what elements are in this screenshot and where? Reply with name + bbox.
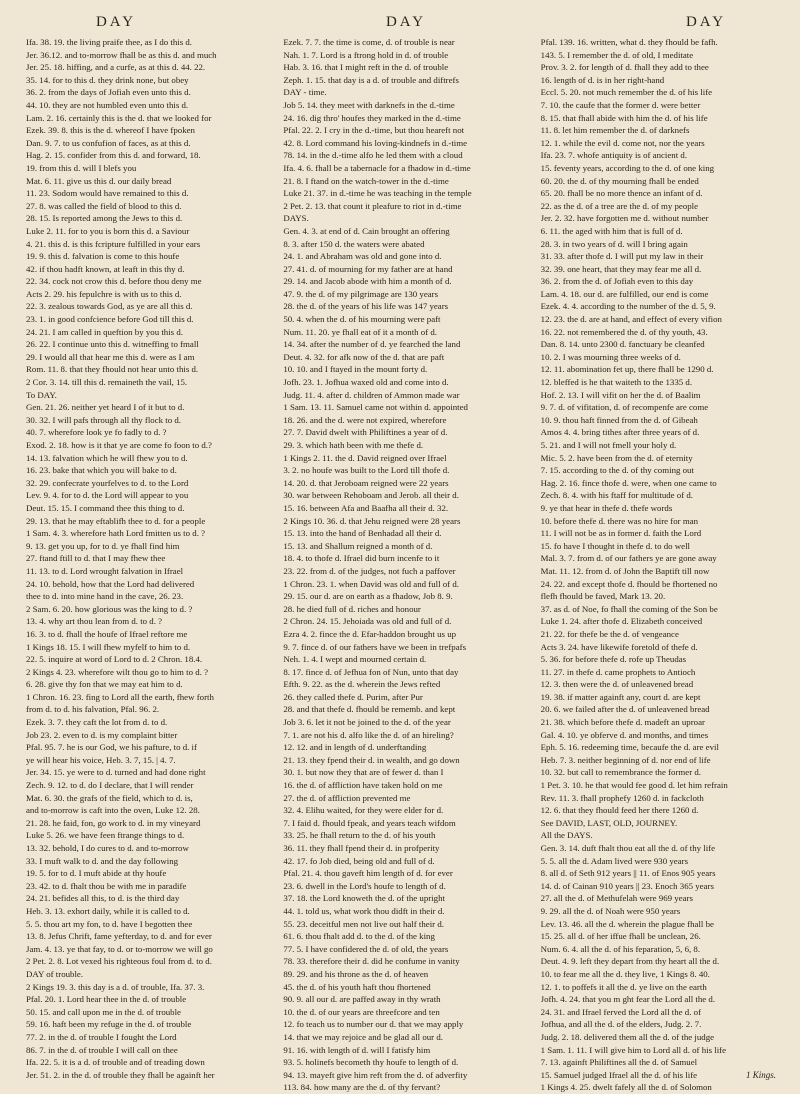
entry-line: 36. 2. from the days of Jofiah even unto this d.: [26, 87, 191, 98]
entry-line: Lev. 9. 4. for to d. the Lord will appear to you: [26, 490, 189, 501]
entry-line: 31. 33. after thofe d. I will put my law in their: [540, 251, 704, 262]
running-head-left: DAY: [95, 14, 137, 30]
entry-line: 15. 13. and Shallum reigned a month of d.: [283, 540, 433, 551]
entry-line: 28. 15. Is reported among the Jews to this d.: [26, 213, 183, 224]
entry-line: DAY of trouble.: [26, 968, 84, 979]
entry-line: 12. 1. while the evil d. come not, nor the years: [540, 137, 705, 148]
entry-line: 1 Sam. 13. 11. Samuel came not within d. appointed: [283, 402, 468, 413]
entry-line: 93. 5. holinefs becometh thy houfe to length of d.: [283, 1057, 459, 1068]
entry-line: Lam. 4. 18. our d. are fulfilled, our end is come: [540, 288, 709, 299]
entry-line: 2 Kings 4. 23. wherefore wilt thou go to him to d. ?: [26, 666, 209, 677]
entry-line: Amos 4. 4. bring tithes after three years of d.: [540, 427, 700, 438]
entry-line: flefh fhould be faved, Mark 13. 20.: [540, 591, 666, 602]
entry-line: 12. fo teach us to number our d. that we may apply: [283, 1019, 464, 1030]
entry-line: 18. 26. and the d. were not expired, wherefore: [283, 414, 447, 425]
entry-line: 9. 13. get you up, for to d. ye fhall find him: [26, 540, 180, 551]
entry-line: 5. 5. all the d. Adam lived were 930 years: [540, 855, 689, 866]
entry-line: Gal. 4. 10. ye obferve d. and months, and times: [540, 729, 709, 740]
entry-line: 22. 5. inquire at word of Lord to d. 2 Chron. 18.4.: [26, 654, 203, 665]
entry-line: Heb. 7. 3. neither beginning of d. nor end of life: [540, 754, 711, 765]
entry-line: 55. 23. deceitful men not live out half their d.: [283, 918, 444, 929]
entry-line: 24. 10. behold, how that the Lord had delivered: [26, 578, 195, 589]
entry-line: 15. 25. all d. of her iffue fhall be unclean, 26.: [540, 931, 701, 942]
entry-line: 77. 2. in the d. of trouble I fought the Lord: [26, 1031, 177, 1042]
entry-line: Hag. 2. 15. confider from this d. and forward, 18.: [26, 150, 201, 161]
entry-line: Zeph. 1. 15. that day is a d. of trouble and diftrefs: [283, 74, 459, 85]
entry-line: 27. 41. d. of mourning for my father are at hand: [283, 263, 453, 274]
entry-line: 35. 14. for to this d. they drink none, but obey: [26, 74, 189, 85]
entry-line: Ifa. 23. 7. whofe antiquity is of ancient d.: [540, 150, 688, 161]
entry-line: 33. 25. he fhall return to the d. of his youth: [283, 830, 436, 841]
entry-line: 1 Kings 2. 11. the d. David reigned over Ifrael: [283, 452, 447, 463]
entry-line: 21. 13. they fpend their d. in wealth, and go down: [283, 754, 460, 765]
entry-line: Eph. 5. 16. redeeming time, becaufe the d. are evil: [540, 742, 719, 753]
entry-line: Zech. 8. 4. with his ftaff for multitude of d.: [540, 490, 694, 501]
entry-line: Ezek. 7. 7. the time is come, d. of trouble is near: [283, 37, 455, 47]
entry-line: 14. 34. after the number of d. ye fearched the land: [283, 339, 461, 350]
entry-line: 11. 8. let him remember the d. of darknefs: [540, 125, 690, 136]
entry-line: 16. the d. of affliction have taken hold on me: [283, 780, 443, 791]
entry-line: 60. 20. the d. of thy mourning fhall be ended: [540, 175, 699, 186]
entry-line: Pfal. 20. 1. Lord hear thee in the d. of trouble: [26, 994, 187, 1005]
entry-line: 42. 17. fo Job died, being old and full of d.: [283, 855, 435, 866]
entry-line: 10. before thefe d. there was no hire for man: [540, 515, 699, 526]
entry-line: Jam. 4. 13. ye that fay, to d. or to-morrow we will go: [26, 943, 213, 954]
entry-line: 8. all d. of Seth 912 years || 11. of Enos 905 years: [540, 868, 716, 879]
entry-line: Jer. 2. 32. have forgotten me d. without number: [540, 213, 709, 224]
entry-line: 28. and that thefe d. fhould be rememb. and kept: [283, 704, 456, 715]
entry-line: 23. 6. dwell in the Lord's houfe to length of d.: [283, 880, 446, 891]
entry-line: Luke 1. 24. after thofe d. Elizabeth conceived: [540, 616, 703, 627]
entry-line: 27. all the d. of Methufelah were 969 years: [540, 893, 693, 904]
entry-line: 16. 22. not remembered the d. of thy youth, 43.: [540, 326, 708, 337]
entry-line: Rev. 11. 3. fhall prophefy 1260 d. in fackcloth: [540, 792, 704, 803]
entry-line: 7. 15. according to the d. of thy coming out: [540, 465, 694, 476]
entry-line: Hab. 3. 16. that I might reft in the d. of trouble: [283, 62, 449, 73]
entry-line: 19. 38. if matter againft any, court d. are kept: [540, 691, 701, 702]
entry-line: 42. if thou hadft known, at leaft in this thy d.: [26, 263, 185, 274]
entry-line: 45. the d. of his youth haft thou fhortened: [283, 981, 431, 992]
entry-line: 23. 42. to d. fhalt thou be with me in paradife: [26, 880, 187, 891]
entry-line: 27. ftand ftill to d. that I may fhew thee: [26, 553, 166, 564]
entry-line: Gen. 21. 26. neither yet heard I of it but to d.: [26, 402, 185, 413]
entry-line: 27. 8. was called the field of blood to this d.: [26, 200, 182, 211]
entry-line: 24. 16. dig thro' houfes they marked in the d.-time: [283, 112, 461, 123]
column-middle: [283, 36, 526, 1094]
entry-line: 37. 18. the Lord knoweth the d. of the upright: [283, 893, 445, 904]
entry-line: Pfal. 22. 2. I cry in the d.-time, but thou heareft not: [283, 125, 465, 136]
entry-line: 10. 10. and I ftayed in the mount forty d.: [283, 364, 428, 375]
entry-line: 14. 20. d. that Jeroboam reigned were 22 years: [283, 477, 449, 488]
entry-line: 78. 14. in the d.-time alfo he led them with a cloud: [283, 150, 463, 161]
entry-line: 50. 15. and call upon me in the d. of trouble: [26, 1006, 181, 1017]
entry-line: 20. 6. we failed after the d. of unleavened bread: [540, 704, 710, 715]
entry-line: 6. 28. give thy fon that we may eat him to d.: [26, 679, 183, 690]
entry-line: 40. 7. wherefore look ye fo fadly to d. ?: [26, 427, 167, 438]
entry-line: 90. 9. all our d. are paffed away in thy wrath: [283, 994, 441, 1005]
entry-line: 15. fo have I thought in thefe d. to do well: [540, 540, 690, 551]
entry-line: Lev. 13. 46. all the d. wherein the plague fhall be: [540, 918, 714, 929]
entry-line: 11. 23. Sodom would have remained to this d.: [26, 188, 189, 199]
entry-line: 42. 8. Lord command his loving-kindnefs in d.-time: [283, 137, 468, 148]
entry-line: 5. 36. for before thefe d. rofe up Theudas: [540, 654, 687, 665]
entry-line: 65. 20. fhall be no more thence an infant of d.: [540, 188, 703, 199]
entry-line: Jer. 25. 18. hiffing, and a curfe, as at this d. 44. 22.: [26, 62, 206, 73]
entry-line: 29. I would all that hear me this d. were as I am: [26, 351, 195, 362]
entry-line: 61. 6. thou fhalt add d. to the d. of the king: [283, 931, 435, 942]
entry-line: 15. feventy years, according to the d. of one king: [540, 162, 715, 173]
entry-line: Heb. 3. 13. exhort daily, while it is called to d.: [26, 905, 190, 916]
entry-line: 15. Samuel judged Ifrael all the d. of his life: [540, 1069, 698, 1080]
entry-line: 21. 28. he faid, fon, go work to d. in my vineyard: [26, 817, 201, 828]
entry-line: 10. 9. thou haft finned from the d. of Gibeah: [540, 414, 698, 425]
entry-line: 11. I will not be as in former d. faith the Lord: [540, 528, 702, 539]
entry-line: 15. 16. between Afa and Baafha all their d. 32.: [283, 502, 449, 513]
entry-line: 12. 1. to poffefs it all the d. ye live on the earth: [540, 981, 707, 992]
entry-line: Ifa. 38. 19. the living praife thee, as I do this d.: [26, 37, 193, 47]
entry-line: 24. 21. I am called in queftion by you this d.: [26, 326, 183, 337]
entry-line: thee to d. into mine hand in the cave, 26. 23.: [26, 591, 184, 602]
entry-line: Ezek. 4. 4. according to the number of the d. 5, 9.: [540, 301, 716, 312]
entry-line: 24. 22. and except thofe d. fhould be fhortened no: [540, 578, 718, 589]
entry-line: 36. 11. they fhall fpend their d. in profperity: [283, 843, 440, 853]
entry-line: 6. 11. the aged with him that is full of d.: [540, 225, 683, 236]
entry-line: Mat. 11. 12. from d. of John the Baptift till now: [540, 565, 710, 576]
entry-line: Prov. 3. 2. for length of d. fhall they add to thee: [540, 62, 709, 73]
entry-line: Ifa. 22. 5. it is a d. of trouble and of treading down: [26, 1057, 205, 1068]
entry-line: Gen. 4. 3. at end of d. Cain brought an offering: [283, 225, 450, 236]
entry-line: 21. 8. I ftand on the watch-tower in the d.-time: [283, 175, 449, 186]
entry-line: Luke 2. 11. for to you is born this d. a Saviour: [26, 225, 190, 236]
entry-line: 30. 32. I will pafs through all thy flock to d.: [26, 414, 181, 425]
entry-line: 7. 13. againft Philiftines all the d. of Samuel: [540, 1057, 698, 1068]
entry-line: Mal. 3. 7. from d. of our fathers ye are gone away: [540, 553, 717, 564]
entry-line: 21. 22. for thefe be the d. of vengeance: [540, 628, 679, 639]
entry-line: Ezek. 3. 7. they caft the lot from d. to d.: [26, 717, 168, 728]
entry-line: 9. ye that hear in thefe d. thefe words: [540, 502, 673, 513]
entry-line: Lam. 2. 16. certainly this is the d. that we looked for: [26, 112, 212, 123]
entry-line: Pfal. 139. 16. written, what d. they fhould be fafh.: [540, 37, 718, 47]
entry-line: 2 Sam. 6. 20. how glorious was the king to d. ?: [26, 603, 193, 614]
entry-line: from d. to d. his falvation, Pfal. 96. 2.: [26, 704, 160, 715]
entry-line: 8. 15. that fhall abide with him the d. of his life: [540, 112, 708, 123]
entry-line: 24. 1. and Abraham was old and gone into d.: [283, 251, 442, 262]
entry-line: 9. 7. fince d. of our fathers have we been in trefpafs: [283, 641, 467, 652]
entry-line: Zech. 9. 12. to d. do I declare, that I will render: [26, 780, 194, 791]
entry-line: 1 Chron. 23. 1. when David was old and full of d.: [283, 578, 459, 589]
entry-line: 11. 13. to d. Lord wrought falvation in Ifrael: [26, 565, 184, 576]
entry-line: Gen. 3. 14. duft fhalt thou eat all the d. of thy life: [540, 843, 716, 853]
entry-line: 36. 2. from the d. of Jofiah even to this day: [540, 276, 694, 287]
concordance-columns: [26, 36, 784, 1094]
entry-line: 47. 9. the d. of my pilgrimage are 130 years: [283, 288, 439, 299]
entry-line: 2 Kings 10. 36. d. that Jehu reigned were 28 years: [283, 515, 461, 526]
entry-line: Jofh. 23. 1. Jofhua waxed old and come into d.: [283, 377, 449, 388]
entry-line: 10. to fear me all the d. they live, 1 Kings 8. 40.: [540, 968, 710, 979]
entry-line: 13. 32. behold, I do cures to d. and to-morrow: [26, 843, 189, 853]
entry-line: Acts 3. 24. have likewife foretold of thefe d.: [540, 641, 698, 652]
entry-line: 12. 11. abomination fet up, there fhall be 1290 d.: [540, 364, 714, 375]
entry-line: 44. 10. they are not humbled even unto this d.: [26, 99, 189, 110]
entry-line: 26. 22. I continue unto this d. witneffing to fmall: [26, 339, 199, 350]
entry-line: Deut. 4. 9. left they depart from thy heart all the d.: [540, 956, 720, 967]
entry-line: 13. 8. Jefus Chrift, fame yefterday, to d. and for ever: [26, 931, 212, 942]
entry-line: 22. 3. zealous towards God, as ye are all this d.: [26, 301, 193, 312]
entry-line: Luke 5. 26. we have feen ftrange things to d.: [26, 830, 185, 841]
entry-line: 86. 7. in the d. of trouble I will call on thee: [26, 1044, 178, 1055]
entry-line: Pfal. 95. 7. he is our God, we his pafture, to d. if: [26, 742, 197, 753]
entry-line: 7. I faid d. fhould fpeak, and years teach wifdom: [283, 817, 456, 828]
entry-line: 33. I muft walk to d. and the day following: [26, 855, 179, 866]
entry-line: 94. 13. mayeft give him reft from the d. of adverfity: [283, 1069, 468, 1080]
entry-line: 26. they called thefe d. Purim, after Pur: [283, 691, 423, 702]
entry-line: Ezek. 39. 8. this is the d. whereof I have fpoken: [26, 125, 195, 136]
entry-line: 143. 5. I remember the d. of old, I meditate: [540, 49, 694, 60]
entry-line: 29. 13. that he may eftablifh thee to d. for a people: [26, 515, 206, 526]
entry-line: Mic. 5. 2. have been from the d. of eternity: [540, 452, 693, 463]
entry-line: 44. 1. told us, what work thou didft in their d.: [283, 905, 445, 916]
entry-line: 1 Sam. 1. 11. I will give him to Lord all d. of his life: [540, 1044, 727, 1055]
entry-line: 7. 10. the caufe that the former d. were better: [540, 99, 701, 110]
entry-line: Efth. 9. 22. as the d. wherein the Jews refted: [283, 679, 441, 690]
entry-line: 4. 21. this d. is this fcripture fulfilled in your ears: [26, 238, 201, 249]
entry-line: Deut. 15. 15. I command thee this thing to d.: [26, 502, 185, 513]
entry-line: 1 Pet. 3. 10. he that would fee good d. let him refrain: [540, 780, 728, 791]
entry-line: 30. war between Rehoboam and Jerob. all their d.: [283, 490, 459, 501]
column-right: [541, 36, 784, 1094]
entry-line: 23. 22. from d. of the judges, not fuch a paffover: [283, 565, 456, 576]
entry-line: 9. 29. all the d. of Noah were 950 years: [540, 905, 681, 916]
entry-line: 16. length of d. is in her right-hand: [540, 74, 665, 85]
entry-line: Dan. 8. 14. unto 2300 d. fanctuary be cleanfed: [540, 339, 705, 350]
entry-line: Hag. 2. 16. fince thofe d. were, when one came to: [540, 477, 717, 488]
entry-line: 5. 5. thou art my fon, to d. have I begotten thee: [26, 918, 193, 929]
entry-line: 24. 31. and Ifrael ferved the Lord all the d. of: [540, 1006, 702, 1017]
entry-line: 8. 17. fince d. of Jefhua fon of Nun, unto that day: [283, 666, 459, 677]
entry-line: 12. 23. the d. are at hand, and effect of every vifion: [540, 314, 722, 325]
entry-line: 1 Kings 18. 15. I will fhew myfelf to him to d.: [26, 641, 191, 652]
entry-line: DAYS.: [283, 213, 309, 224]
entry-line: 10. 32. but call to remembrance the former d.: [540, 767, 702, 778]
entry-line: 91. 16. with length of d. will I fatisfy him: [283, 1044, 431, 1055]
entry-line: 18. 4. to thofe d. Ifrael did burn incenfe to it: [283, 553, 440, 564]
entry-line: 29. 3. which hath been with me thefe d.: [283, 440, 424, 450]
entry-line: 9. 7. d. of vifitation, d. of recompenfe are come: [540, 402, 709, 413]
running-heads: [26, 10, 784, 36]
entry-line: 7. 1. are not his d. alfo like the d. of an hireling?: [283, 729, 454, 740]
entry-line: Rom. 11. 8. that they fhould not hear unto this d.: [26, 364, 199, 375]
entry-line: 27. 7. David dwelt with Philiftines a year of d.: [283, 427, 448, 438]
entry-line: 2 Cor. 3. 14. till this d. remaineth the vail, 15.: [26, 377, 188, 388]
entry-line: 13. 4. why art thou lean from d. to d. ?: [26, 616, 163, 627]
entry-line: 2 Pet. 2. 13. that count it pleafure to riot in d.-time: [283, 200, 462, 211]
entry-line: Nah. 1. 7. Lord is a ftrong hold in d. of trouble: [283, 49, 449, 60]
entry-line: 5. 21. and I will not fmell your holy d.: [540, 440, 677, 450]
entry-line: 32. 4. Elihu waited, for they were elder for d.: [283, 805, 444, 816]
entry-line: 28. 3. in two years of d. will I bring again: [540, 238, 688, 249]
entry-line: DAY - time.: [283, 87, 327, 98]
entry-line: Num. 11. 20. ye fhall eat of it a month of d.: [283, 326, 437, 337]
entry-line: Judg. 2. 18. delivered them all the d. of the judge: [540, 1031, 715, 1042]
entry-line: 16. 3. to d. fhall the houfe of Ifrael reftore me: [26, 628, 188, 639]
entry-line: 30. 1. but now they that are of fewer d. than I: [283, 767, 444, 778]
entry-line: 19. 5. for to d. I muft abide at thy houfe: [26, 868, 167, 879]
entry-line: 12. 12. and in length of d. underftanding: [283, 742, 427, 753]
entry-line: 19. from this d. will I blefs you: [26, 162, 137, 173]
entry-line: 14. that we may rejoice and be glad all our d.: [283, 1031, 443, 1042]
entry-line: Luke 21. 37. in d.-time he was teaching in the temple: [283, 188, 472, 199]
entry-line: 3. 2. no houfe was built to the Lord till thofe d.: [283, 465, 450, 476]
entry-line: 24. 21. befides all this, to d. is the third day: [26, 893, 180, 904]
entry-line: Jer. 36.12. and to-morrow fhall be as this d. and much: [26, 49, 217, 60]
entry-line: Neh. 1. 4. I wept and mourned certain d.: [283, 654, 427, 665]
entry-line: 37. as d. of Noe, fo fhall the coming of the Son be: [540, 603, 718, 614]
entry-line: Judg. 11. 4. after d. children of Ammon made war: [283, 389, 460, 400]
entry-line: Num. 6. 4. all the d. of his feparation, 5, 6, 8.: [540, 943, 701, 954]
entry-line: Job 3. 6. let it not be joined to the d. of the year: [283, 717, 451, 728]
entry-line: Pfal. 21. 4. thou gaveft him length of d. for ever: [283, 868, 453, 879]
entry-line: 12. bleffed is he that waiteth to the 1335 d.: [540, 377, 693, 388]
entry-line: To DAY.: [26, 389, 57, 400]
entry-line: 2 Pet. 2. 8. Lot vexed his righteous foul from d. to d.: [26, 956, 212, 967]
entry-line: Jofhua, and all the d. of the elders, Judg. 2. 7.: [540, 1019, 702, 1030]
entry-line: Mat. 6. 30. the grafs of the field, which to d. is,: [26, 792, 193, 803]
entry-line: 27. the d. of affliction prevented me: [283, 792, 411, 803]
entry-line: 1 Sam. 4. 3. wherefore hath Lord fmitten us to d. ?: [26, 528, 206, 539]
entry-line: 89. 29. and his throne as the d. of heaven: [283, 968, 429, 979]
entry-line: 12. 3. then were the d. of unleavened bread: [540, 679, 694, 690]
entry-line: 29. 15. our d. are on earth as a fhadow, Job 8. 9.: [283, 591, 453, 602]
running-head-center: DAY: [385, 14, 427, 30]
entry-line: 11. 27. in thefe d. came prophets to Antioch: [540, 666, 696, 677]
running-head-right: DAY: [685, 14, 727, 30]
entry-line: 14. 13. falvation which he will fhew you to d.: [26, 452, 188, 463]
entry-line: 22. 34. cock not crow this d. before thou deny me: [26, 276, 202, 287]
entry-line: All the DAYS.: [540, 830, 593, 841]
entry-line: Jer. 51. 2. in the d. of trouble they fhall be againft her: [26, 1069, 215, 1080]
entry-line: 14. d. of Cainan 910 years || 23. Enoch 365 years: [540, 880, 714, 891]
entry-line: 10. 2. I was mourning three weeks of d.: [540, 351, 681, 362]
entry-line: and to-morrow is caft into the oven, Luke 12. 28.: [26, 805, 200, 816]
entry-line: Jer. 34. 15. ye were to d. turned and had done right: [26, 767, 206, 778]
entry-line: 16. 23. bake that which you will bake to d.: [26, 465, 177, 476]
entry-line: Job 5. 14. they meet with darknefs in the d.-time: [283, 99, 455, 110]
entry-line: 28. he died full of d. riches and honour: [283, 603, 421, 614]
entry-line: Acts 2. 29. his fepulchre is with us to this d.: [26, 288, 182, 299]
entry-line: Deut. 4. 32. for afk now of the d. that are paft: [283, 351, 445, 362]
entry-line: 22. as the d. of a tree are the d. of my people: [540, 200, 699, 211]
entry-line: 113. 84. how many are the d. of thy fervant?: [283, 1082, 441, 1093]
entry-line: Hof. 2. 13. I will vifit on her the d. of Baalim: [540, 389, 701, 400]
entry-line: 1 Kings 4. 25. dwelt fafely all the d. of Solomon: [540, 1082, 712, 1093]
entry-line: 21. 38. which before thefe d. madeft an uproar: [540, 717, 705, 728]
entry-line: Exod. 2. 18. how is it that ye are come fo foon to d.?: [26, 440, 212, 450]
entry-line: Ifa. 4. 6. fhall be a tabernacle for a fhadow in d.-time: [283, 162, 471, 173]
column-left: [26, 36, 269, 1094]
entry-line: 77. 5. I have confidered the d. of old, the years: [283, 943, 449, 954]
entry-line: 59. 16. haft been my refuge in the d. of trouble: [26, 1019, 192, 1030]
entry-line: 19. 9. this d. falvation is come to this houfe: [26, 251, 180, 262]
entry-line: 2 Chron. 24. 15. Jehoiada was old and full of d.: [283, 616, 452, 627]
entry-line: Eccl. 5. 20. not much remember the d. of his life: [540, 87, 713, 98]
entry-line: 2 Kings 19. 3. this day is a d. of trouble, Ifa. 37. 3.: [26, 981, 205, 992]
entry-line: 12. 6. that they fhould feed her there 1260 d.: [540, 805, 699, 816]
entry-line: 1 Chron. 16. 23. fing to Lord all the earth, fhew forth: [26, 691, 214, 702]
entry-line: ye will hear his voice, Heb. 3. 7, 15. | 4. 7.: [26, 754, 176, 765]
entry-line: 23. 1. in good confcience before God till this d.: [26, 314, 194, 325]
entry-line: 15. 13. into the hand of Benhadad all their d.: [283, 528, 442, 539]
entry-line: Mat. 6. 11. give us this d. our daily bread: [26, 175, 172, 186]
entry-line: 10. the d. of our years are threefcore and ten: [283, 1006, 440, 1017]
entry-line: Job 23. 2. even to d. is my complaint bitter: [26, 729, 178, 740]
entry-line: 78. 33. therefore their d. did he confume in vanity: [283, 956, 460, 967]
entry-line: Jofh. 4. 24. that you m ght fear the Lord all the d.: [540, 994, 716, 1005]
entry-line: Dan. 9. 7. to us confufion of faces, as at this d.: [26, 137, 191, 148]
entry-line: 32. 39. one heart, that they may fear me all d.: [540, 263, 702, 274]
entry-line: Ezra 4. 2. fince the d. Efar-haddon brought us up: [283, 628, 457, 639]
entry-line: 8. 3. after 150 d. the waters were abated: [283, 238, 425, 249]
entry-line: 32. 29. confecrate yourfelves to d. to the Lord: [26, 477, 189, 488]
catchword: 1 Kings.: [745, 1070, 776, 1080]
entry-line: See DAVID, LAST, OLD, JOURNEY.: [540, 817, 678, 828]
entry-line: 29. 14. and Jacob abode with him a month of d.: [283, 276, 452, 287]
entry-line: 28. the d. of the years of his life was 147 years: [283, 301, 449, 312]
entry-line: 50. 4. when the d. of his mourning were paft: [283, 314, 441, 325]
